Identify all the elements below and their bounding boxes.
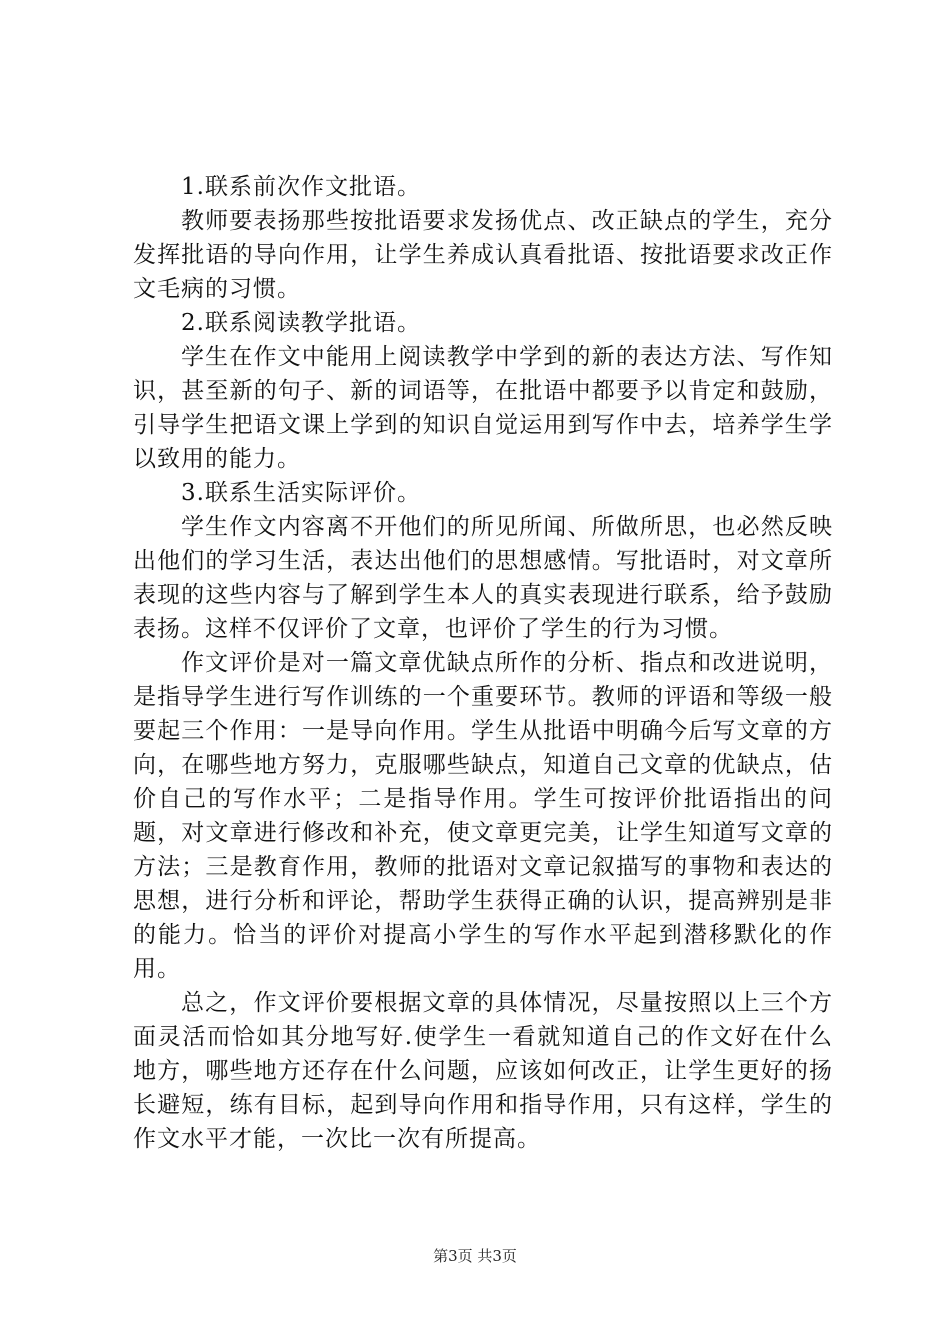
paragraph-conclusion: 总之，作文评价要根据文章的具体情况，尽量按照以上三个方面灵活而恰如其分地写好.使学生一看就知道自己的作文好在什么地方，哪些地方还存在什么问题，应该如何改正，让学生更好的扬长避短，练有目标，起到导向作用和指导作用，只有这样，学生的作文水平才能，一次比一次有所提高。 [133,990,833,1152]
paragraph: 教师要表扬那些按批语要求发扬优点、改正缺点的学生，充分发挥批语的导向作用，让学生养成认真看批语、按批语要求改正作文毛病的习惯。 [133,208,833,302]
paragraph: 作文评价是对一篇文章优缺点所作的分析、指点和改进说明，是指导学生进行写作训练的一个重要环节。教师的评语和等级一般要起三个作用：一是导向作用。学生从批语中明确今后写文章的方向，在哪些地方努力，克服哪些缺点，知道自己文章的优缺点，估价自己的写作水平；二是指导作用。学生可按评价批语指出的问题，对文章进行修改和补充，使文章更完美，让学生知道写文章的方法；三是教育作用，教师的批语对文章记叙描写的事物和表达的思想，进行分析和评论，帮助学生获得正确的认识，提高辨别是非的能力。恰当的评价对提高小学生的写作水平起到潜移默化的作用。 [133,650,833,982]
paragraph: 学生在作文中能用上阅读教学中学到的新的表达方法、写作知识，甚至新的句子、新的词语等，在批语中都要予以肯定和鼓励，引导学生把语文课上学到的知识自觉运用到写作中去，培养学生学以致用的能力。 [133,344,833,472]
paragraph-heading-2: 2.联系阅读教学批语。 [181,310,421,336]
document-body [133,170,833,1156]
paragraph-heading-1: 1.联系前次作文批语。 [181,174,421,200]
paragraph: 学生作文内容离不开他们的所见所闻、所做所思，也必然反映出他们的学习生活，表达出他们的思想感情。写批语时，对文章所表现的这些内容与了解到学生本人的真实表现进行联系，给予鼓励表扬。这样不仅评价了文章，也评价了学生的行为习惯。 [133,514,833,642]
page-footer [0,1245,950,1266]
page-number-label: 第3页 共3页 [433,1247,517,1265]
paragraph-heading-3: 3.联系生活实际评价。 [181,480,421,506]
